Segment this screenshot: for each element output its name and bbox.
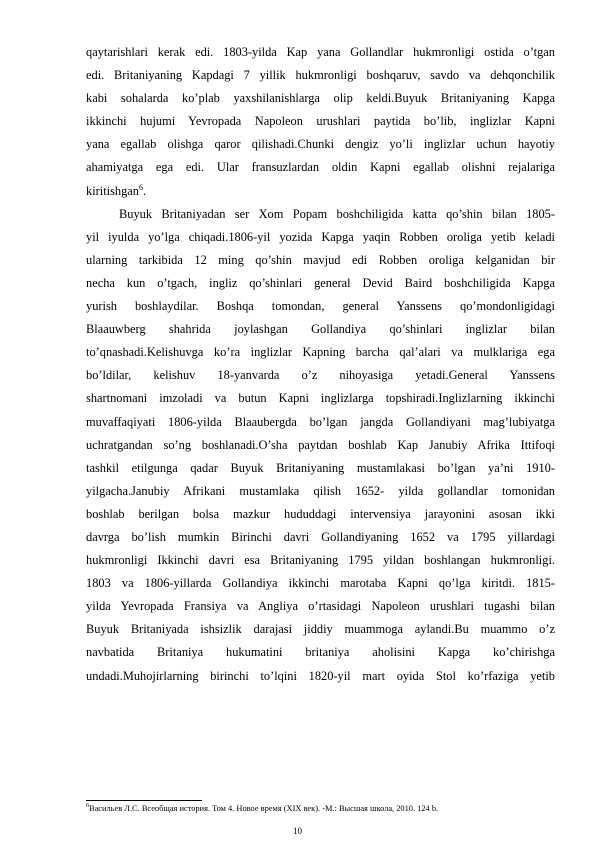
text-line: yilgacha.Janubiy Afrikani mustamlaka qilish 1652- yilda gollandlar tomonidan xyxy=(86,483,555,498)
text-fragment: . xyxy=(143,183,147,198)
text-line: Buyuk Britaniyada ishsizlik darajasi jiddiy muammoga aylandi.Bu muammo o’z xyxy=(86,622,555,637)
text-line: ularning tarkibida 12 ming qo’shin mavjud edi Robben oroliga kelganidan bir xyxy=(86,252,555,267)
text-line: qaytarishlari kerak edi. 1803-yilda Kap yana Gollandlar hukmronligi ostida o’tgan xyxy=(86,45,555,59)
text-line: davrga bo’lish mumkin Birinchi davri Gollandiyaning 1652 va 1795 yillardagi xyxy=(86,529,555,544)
text-fragment: kiritishgan xyxy=(86,183,139,198)
footnote-marker[interactable]: 6 xyxy=(139,182,143,192)
text-line: bo’ldilar, kelishuv 18-yanvarda o’z nihoyasiga yetadi.General Yanssens xyxy=(86,368,555,383)
text-line: tashkil etilgunga qadar Buyuk Britaniyaning mustamlakasi bo’lgan ya’ni 1910- xyxy=(86,460,555,475)
text-line: kabi sohalarda ko’plab yaxshilanishlarga olip keldi.Buyuk Britaniyaning Kapga xyxy=(86,91,555,106)
text-line: Blaauwberg shahrida joylashgan Gollandiya qo’shinlari inglizlar bilan xyxy=(86,322,555,337)
text-line: yurish boshlaydilar. Boshqa tomondan, general Yanssens qo’mondonligidagi xyxy=(86,299,555,314)
footnote-divider xyxy=(86,800,202,801)
text-line: boshlab berilgan bolsa mazkur hududdagi intervensiya jarayonini asosan ikki xyxy=(86,506,555,521)
text-line: edi. Britaniyaning Kapdagi 7 yillik hukmronligi boshqaruv, savdo va dehqonchilik xyxy=(86,68,555,83)
text-line: ahamiyatga ega edi. Ular fransuzlardan oldin Kapni egallab olishni rejalariga xyxy=(86,160,555,175)
page-number: 10 xyxy=(293,826,302,836)
text-line: hukmronligi Ikkinchi davri esa Britaniyaning 1795 yildan boshlangan hukmronligi. xyxy=(86,553,555,568)
text-line: ikkinchi hujumi Yevropada Napoleon urushlari paytida bo’lib, inglizlar Kapni xyxy=(86,114,555,129)
text-line: uchratgandan so’ng boshlanadi.O’sha paytdan boshlab Kap Janubiy Afrika Ittifoqi xyxy=(86,437,555,452)
footnote-number: 6 xyxy=(86,803,89,810)
text-line: shartnomani imzoladi va butun Kapni inglizlarga topshiradi.Inglizlarning ikkinchi xyxy=(86,391,555,406)
text-line: navbatida Britaniya hukumatini britaniya aholisini Kapga ko’chirishga xyxy=(86,645,555,660)
text-line: yilda Yevropada Fransiya va Angliya o’rtasidagi Napoleon urushlari tugashi bilan xyxy=(86,599,555,614)
paragraph-first-line: Buyuk Britaniyadan ser Xom Popam boshchiligida katta qo’shin bilan 1805- xyxy=(119,206,555,221)
text-line: muvaffaqiyati 1806-yilda Blaaubergda bo’lgan jangda Gollandiyani mag’lubiyatga xyxy=(86,414,555,429)
text-line: yil iyulda yo’lga chiqadi.1806-yil yozida Kapga yaqin Robben oroliga yetib keladi xyxy=(86,229,555,244)
text-line: to’qnashadi.Kelishuvga ko’ra inglizlar Kapning barcha qal’alari va mulklariga ega xyxy=(86,345,555,360)
body-text xyxy=(86,41,555,688)
text-line: 1803 va 1806-yillarda Gollandiya ikkinchi marotaba Kapni qo’lga kiritdi. 1815- xyxy=(86,576,555,591)
text-line: undadi.Muhojirlarning birinchi to’lqini 1820-yil mart oyida Stol ko’rfaziga yetib xyxy=(86,668,555,683)
text-line: yana egallab olishga qaror qilishadi.Chunki dengiz yo’li inglizlar uchun hayotiy xyxy=(86,137,555,152)
text-line: necha kun o’tgach, ingliz qo’shinlari general Devid Baird boshchiligida Kapga xyxy=(86,275,555,290)
footnote xyxy=(86,803,555,814)
footnote-text: Васильев Л.С. Всеобщая история. Том 4. Новое время (XIX век). -М.: Высшая школа, 2010. 124 b. xyxy=(89,804,439,813)
text-line-with-footnote xyxy=(86,180,555,203)
